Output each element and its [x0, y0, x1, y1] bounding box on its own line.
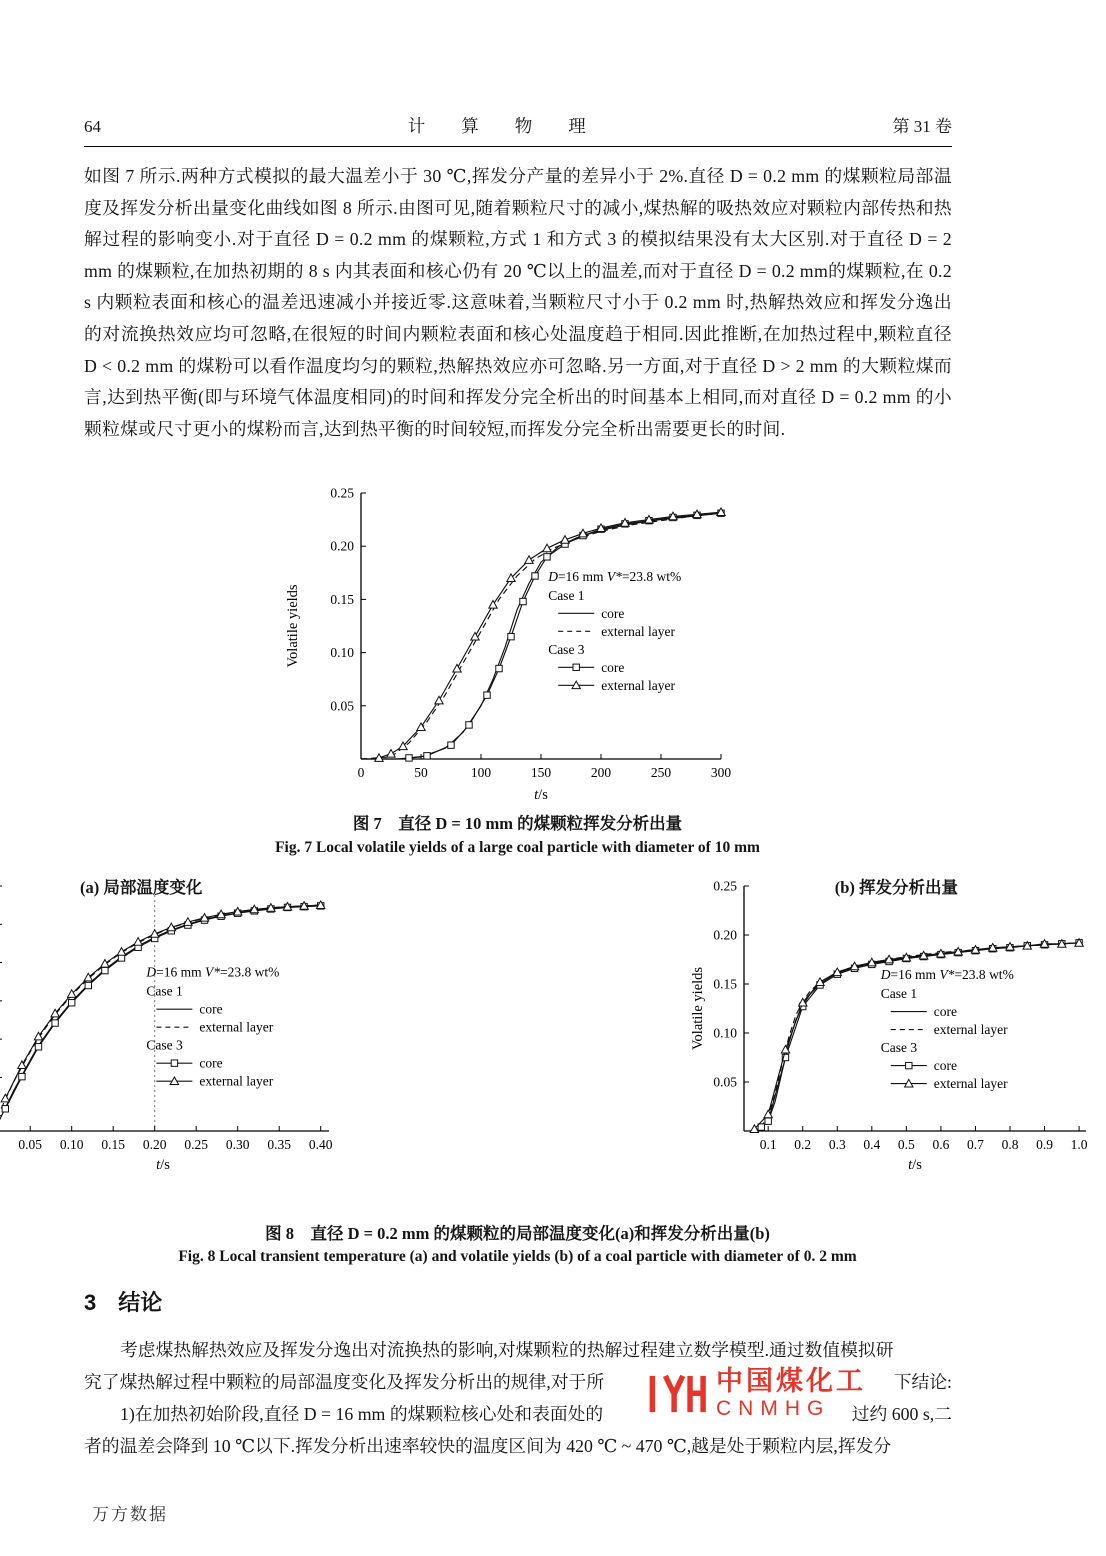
svg-text:external layer: external layer [934, 1076, 1008, 1092]
svg-text:external layer: external layer [199, 1019, 274, 1035]
section-number: 3 [84, 1290, 97, 1315]
svg-text:0.05: 0.05 [18, 1137, 43, 1152]
svg-text:0.05: 0.05 [330, 698, 354, 714]
svg-text:0.8: 0.8 [1001, 1137, 1019, 1152]
svg-text:external layer: external layer [934, 1022, 1008, 1038]
chart-svg-fig8a [0, 872, 351, 1177]
svg-text:core: core [601, 605, 625, 621]
svg-text:0.25: 0.25 [713, 878, 738, 894]
conclusion-line-3-left: 1)在加热初始阶段,直径 D = 16 mm 的煤颗粒核心处和表面处的 [120, 1404, 604, 1424]
volume-label: 第 31 卷 [892, 117, 952, 136]
figure7-chart [281, 477, 751, 812]
svg-text:0.5: 0.5 [898, 1137, 916, 1152]
conclusion-line-1: 考虑煤热解热效应及挥发分逸出对流换热的影响,对煤颗粒的热解过程建立数学模型.通过数值模拟研 [120, 1340, 894, 1360]
watermark-zh: 中国煤化工 [716, 1366, 866, 1396]
svg-text:t/s: t/s [908, 1157, 923, 1173]
figure8a-subcaption: (a) 局部温度变化 [80, 878, 203, 897]
figure7-caption-zh: 图 7 直径 D = 10 mm 的煤颗粒挥发分析出量 [352, 814, 683, 833]
svg-text:0.10: 0.10 [713, 1025, 738, 1041]
svg-text:0.40: 0.40 [309, 1137, 333, 1152]
svg-text:t/s: t/s [534, 787, 548, 803]
figure8b-subcaption: (b) 挥发分析出量 [834, 878, 958, 897]
svg-text:0.20: 0.20 [143, 1137, 167, 1152]
figure8-panel-a [18, 872, 333, 1173]
svg-text:0.30: 0.30 [226, 1137, 250, 1152]
svg-text:50: 50 [414, 765, 428, 780]
conclusion-line-2 [84, 1366, 952, 1398]
conclusion-line-4: 者的温差会降到 10 ℃以下.挥发分析出速率较快的温度区间为 420 ℃ ~ 470 ℃,越是处于颗粒内层,挥发分 [84, 1436, 892, 1456]
svg-text:core: core [601, 659, 625, 675]
svg-text:0.1: 0.1 [760, 1137, 777, 1152]
figure8a-chart [0, 872, 351, 1182]
svg-text:0.4: 0.4 [863, 1137, 881, 1152]
section-heading [84, 1286, 162, 1317]
journal-title: 计算物理 [407, 116, 622, 136]
svg-text:0.6: 0.6 [932, 1137, 950, 1152]
figure7-caption-en: Fig. 7 Local volatile yields of a large coal particle with diameter of 10 mm [275, 839, 760, 856]
svg-text:0.7: 0.7 [967, 1137, 985, 1152]
svg-text:0.3: 0.3 [829, 1137, 847, 1152]
svg-text:D=16 mm V*=23.8 wt%: D=16 mm V*=23.8 wt% [881, 967, 1015, 983]
svg-text:0.20: 0.20 [330, 538, 354, 554]
svg-text:250: 250 [650, 765, 672, 780]
page-header [84, 112, 952, 147]
svg-text:external layer: external layer [601, 623, 676, 639]
svg-text:0.25: 0.25 [184, 1137, 209, 1152]
section-title: 结论 [118, 1290, 163, 1315]
svg-text:200: 200 [590, 765, 612, 780]
svg-text:1.0: 1.0 [1070, 1137, 1088, 1152]
svg-text:0.05: 0.05 [713, 1074, 738, 1090]
conclusion-line-2-right: 下结论: [893, 1372, 952, 1392]
wanfang-data-mark: 万方数据 [92, 1505, 168, 1524]
figure8-caption-zh: 图 8 直径 D = 0.2 mm 的煤颗粒的局部温度变化(a)和挥发分析出量(b) [265, 1224, 770, 1243]
figure8 [18, 872, 1088, 1173]
svg-text:Case 1: Case 1 [548, 587, 585, 603]
svg-text:core: core [199, 1001, 223, 1017]
svg-text:Volatile yields: Volatile yields [285, 584, 301, 668]
svg-text:100: 100 [470, 765, 492, 780]
conclusion-line-2-left: 究了煤热解过程中颗粒的局部温度变化及挥发分析出的规律,对于所 [84, 1372, 605, 1392]
svg-text:core: core [934, 1004, 958, 1020]
svg-text:0.9: 0.9 [1036, 1137, 1054, 1152]
svg-text:0.10: 0.10 [330, 645, 354, 661]
svg-text:0.2: 0.2 [794, 1137, 812, 1152]
svg-text:0: 0 [357, 765, 365, 780]
svg-text:core: core [199, 1055, 223, 1071]
svg-text:Case 1: Case 1 [146, 983, 183, 999]
svg-text:D=16 mm V*=23.8 wt%: D=16 mm V*=23.8 wt% [548, 568, 682, 584]
svg-text:0.35: 0.35 [267, 1137, 292, 1152]
svg-text:D=16 mm V*=23.8 wt%: D=16 mm V*=23.8 wt% [146, 964, 280, 980]
svg-text:0.15: 0.15 [330, 591, 354, 607]
svg-text:Case 1: Case 1 [881, 986, 918, 1002]
conclusion-line-3 [84, 1398, 952, 1430]
conclusion-text [84, 1334, 952, 1462]
svg-text:0.10: 0.10 [60, 1137, 84, 1152]
svg-text:150: 150 [530, 765, 552, 780]
figure8b-chart [686, 872, 1106, 1182]
svg-text:external layer: external layer [199, 1073, 274, 1089]
figure8-caption-en: Fig. 8 Local transient temperature (a) and volatile yields (b) of a coal particle with diameter of 0. 2 mm [178, 1248, 857, 1265]
svg-text:Case 3: Case 3 [548, 641, 585, 657]
svg-text:Case 3: Case 3 [881, 1040, 918, 1056]
watermark-en: CNMHG [716, 1397, 831, 1421]
chart-svg-fig7 [281, 477, 751, 807]
chart-svg-fig8b [686, 872, 1106, 1177]
svg-text:0.20: 0.20 [713, 927, 738, 943]
svg-text:0.25: 0.25 [330, 485, 354, 501]
svg-text:300: 300 [710, 765, 732, 780]
svg-text:Volatile yields: Volatile yields [690, 966, 707, 1051]
svg-text:external layer: external layer [601, 677, 676, 693]
figure8-panel-b [690, 872, 1088, 1173]
svg-text:core: core [934, 1058, 958, 1074]
body-paragraph: 如图 7 所示.两种方式模拟的最大温差小于 30 ℃,挥发分产量的差异小于 2%.直径 D = 0.2 mm 的煤颗粒局部温度及挥发分析出量变化曲线如图 8 所示.由图可见,随着颗粒尺寸的减小,煤热解的吸热效应对颗粒内部传热和热解过程的影响变小.对于直径 D = 0.2 mm 的煤颗粒,方式 1 和方式 3 的模拟结果没有太大区别.对于直径 D = 2 mm 的煤颗粒,在加热初期的 8 s 内其表面和核心仍有 20 ℃以上的温差,而对于直径 D = 0.2 mm的煤颗粒,在 0.2 s 内颗粒表面和核心的温差迅速减小并接近零.这意味着,当颗粒尺寸小于 0.2 mm 时,热解热效应和挥发分逸出的对流换热效应均可忽略,在很短的时间内颗粒表面和核心处温度趋于相同.因此推断,在加热过程中,颗粒直径 D < 0.2 mm 的煤粉可以看作温度均匀的颗粒,热解热效应亦可忽略.另一方面,对于直径 D > 2 mm 的大颗粒煤而言,达到热平衡(即与环境气体温度相同)的时间和挥发分完全析出的时间基本上相同,而对直径 D = 0.2 mm 的小颗粒煤或尺寸更小的煤粉而言,达到热平衡的时间较短,而挥发分完全析出需要更长的时间. [84, 166, 952, 439]
conclusion-line-3-right: 过约 600 s,二 [851, 1404, 952, 1424]
svg-text:0.15: 0.15 [101, 1137, 126, 1152]
svg-text:t/s: t/s [156, 1157, 171, 1173]
svg-text:0.15: 0.15 [713, 976, 738, 992]
svg-text:Case 3: Case 3 [146, 1037, 183, 1053]
page-number: 64 [84, 117, 101, 136]
